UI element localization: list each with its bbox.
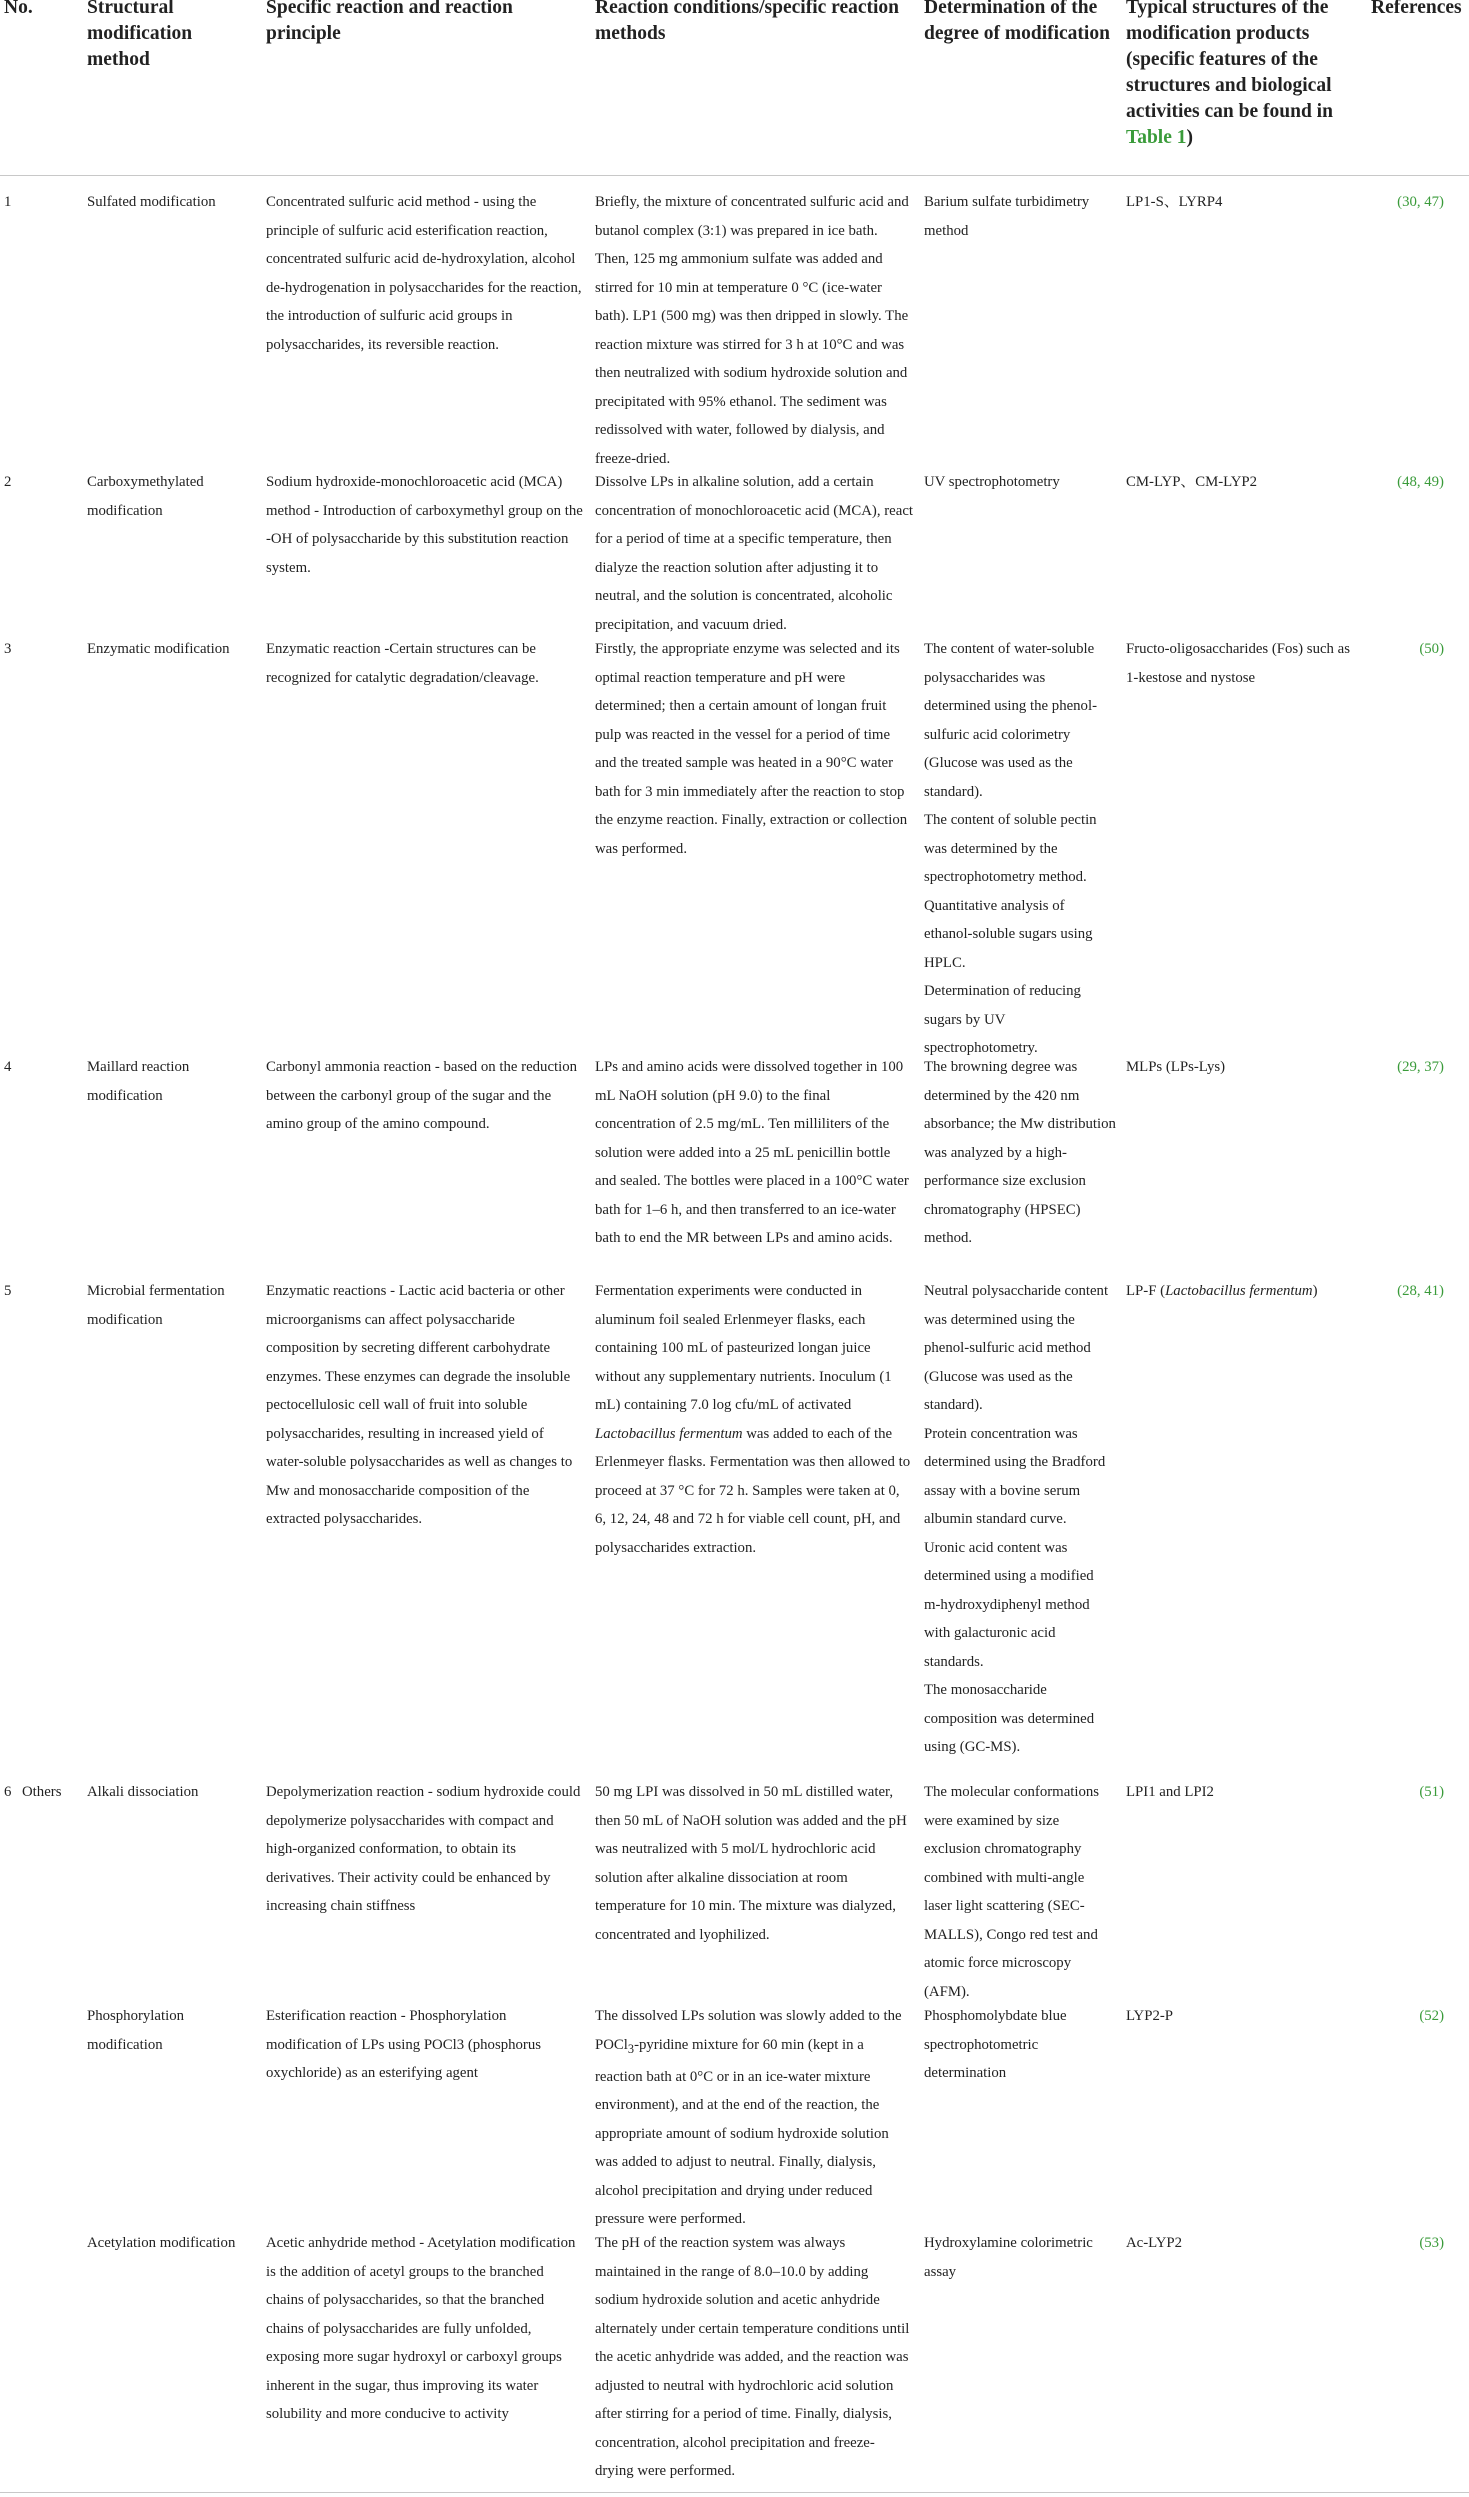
- row-2-structures: CM-LYP、CM-LYP2: [1126, 474, 1258, 490]
- row-5-no: 5: [4, 1283, 12, 1299]
- row-3-determination-line: Quantitative analysis of ethanol-soluble sugars using HPLC.: [924, 897, 1093, 971]
- row-2-method: Carboxymethylated modification: [87, 474, 204, 519]
- row-5-structures-text: LP-F (: [1126, 1283, 1166, 1299]
- row-1-structures: LP1-S、LYRP4: [1126, 194, 1223, 210]
- row-6-structures: LPI1 and LPI2: [1126, 1784, 1214, 1800]
- row-8-method: Acetylation modification: [87, 2235, 236, 2251]
- row-4-determination: [924, 1053, 1119, 1253]
- row-4-refs[interactable]: (29, 37): [1397, 1059, 1444, 1075]
- row-3-determination-line: The content of soluble pectin was determined by the spectrophotometry method.: [924, 812, 1097, 885]
- row-3-determination: [924, 635, 1114, 1063]
- row-5-determination-line: Neutral polysaccharide content was determined using the phenol-sulfuric acid method (Glucose was used as the standard).: [924, 1283, 1109, 1413]
- row-6-refs[interactable]: (51): [1419, 1784, 1444, 1800]
- row-1-no: 1: [4, 194, 12, 210]
- table-1-link[interactable]: Table 1: [1126, 127, 1187, 148]
- row-7-structures: LYP2-P: [1126, 2008, 1174, 2024]
- row-6-group: Others: [22, 1784, 62, 1800]
- row-7-principle: Esterification reaction - Phosphorylation modification of LPs using POCl3 (phosphorus oxychloride) as an esterifying agent: [266, 2008, 541, 2081]
- row-1-principle: Concentrated sulfuric acid method - using the principle of sulfuric acid esterification reaction, concentrated sulfuric acid de-hydroxylation, alcohol de-hydrogenation in polysaccharides for the reaction, the introduction of sulfuric acid groups in polysaccharides, its reversible reaction.: [266, 194, 582, 353]
- row-4-determination-line: The browning degree was determined by the 420 nm absorbance; the Mw distribution was analyzed by a high-performance size exclusion chromatography (HPSEC) method.: [924, 1059, 1116, 1246]
- row-5-determination-line: Protein concentration was determined using the Bradford assay with a bovine serum albumin standard curve.: [924, 1425, 1106, 1527]
- footer-rule: [0, 2492, 1469, 2493]
- header-conditions: Reaction conditions/specific reaction methods: [595, 0, 900, 44]
- row-2-refs[interactable]: (48, 49): [1397, 474, 1444, 490]
- row-5-conditions-text: Fermentation experiments were conducted in aluminum foil sealed Erlenmeyer flasks, each containing 100 mL of pasteurized longan juice without any supplementary nutrients. Inoculum (1 mL) containing 7.0 log cfu/mL of activated: [595, 1283, 892, 1413]
- header-method: Structural modification method: [87, 0, 193, 70]
- row-5-method: Microbial fermentation modification: [87, 1283, 225, 1328]
- row-6-no: 6: [4, 1784, 12, 1800]
- row-5-conditions: [595, 1277, 913, 1562]
- row-7-conditions-subscript: 3: [627, 2041, 635, 2056]
- row-8-refs[interactable]: (53): [1419, 2235, 1444, 2251]
- row-3-determination-line: The content of water-soluble polysaccharides was determined using the phenol-sulfuric acid colorimetry (Glucose was used as the standard).: [924, 641, 1097, 800]
- row-3-method: Enzymatic modification: [87, 641, 230, 657]
- row-5-principle: Enzymatic reactions - Lactic acid bacteria or other microorganisms can affect polysaccharide composition by secreting different carbohydrate enzymes. These enzymes can degrade the insoluble pectocellulosic cell wall of fruit into soluble polysaccharides, resulting in increased yield of water-soluble polysaccharides as well as changes to Mw and monosaccharide composition of the extracted polysaccharides.: [266, 1283, 573, 1527]
- header-references: References: [1371, 0, 1462, 18]
- row-6-method: Alkali dissociation: [87, 1784, 199, 1800]
- row-2-determination-line: UV spectrophotometry: [924, 474, 1060, 490]
- row-6-determination-line: The molecular conformations were examined by size exclusion chromatography combined with multi-angle laser light scattering (SEC-MALLS), Congo red test and atomic force microscopy (AFM).: [924, 1784, 1100, 2000]
- row-1-conditions: Briefly, the mixture of concentrated sulfuric acid and butanol complex (3:1) was prepared in ice bath. Then, 125 mg ammonium sulfate was added and stirred for 10 min at temperature 0 °C (ice-water bath). LP1 (500 mg) was then dripped in slowly. The reaction mixture was stirred for 3 h at 10°C and was then neutralized with sodium hydroxide solution and precipitated with 95% ethanol. The sediment was redissolved with water, followed by dialysis, and freeze-dried.: [595, 194, 909, 467]
- row-3-refs[interactable]: (50): [1419, 641, 1444, 657]
- row-5-determination-line: The monosaccharide composition was determined using (GC-MS).: [924, 1682, 1095, 1755]
- header-structures-text: Typical structures of the modification products (specific features of the structures and biological activities can be found in: [1126, 0, 1333, 122]
- row-8-determination-line: Hydroxylamine colorimetric assay: [924, 2235, 1093, 2280]
- header-determination: Determination of the degree of modification: [924, 0, 1110, 44]
- row-7-conditions-text: The dissolved LPs solution was slowly added to the POCl: [595, 2008, 902, 2053]
- header-principle: Specific reaction and reaction principle: [266, 0, 513, 44]
- row-6-determination: [924, 1778, 1114, 2006]
- row-7-conditions: [595, 2002, 913, 2234]
- row-7-determination: [924, 2002, 1114, 2088]
- row-7-refs[interactable]: (52): [1419, 2008, 1444, 2024]
- row-7-determination-line: Phosphomolybdate blue spectrophotometric determination: [924, 2008, 1067, 2081]
- row-5-refs[interactable]: (28, 41): [1397, 1283, 1444, 1299]
- row-8-conditions: The pH of the reaction system was always maintained in the range of 8.0–10.0 by adding sodium hydroxide solution and acetic anhydride alternately under certain temperature conditions until the acetic anhydride was added, and the reaction was adjusted to neutral with hydrochloric acid solution after stirring for a period of time. Finally, dialysis, concentration, alcohol precipitation and freeze-drying were performed.: [595, 2235, 910, 2479]
- row-3-no: 3: [4, 641, 12, 657]
- row-5-conditions-species: Lactobacillus fermentum: [595, 1425, 743, 1442]
- row-4-no: 4: [4, 1059, 12, 1075]
- row-8-principle: Acetic anhydride method - Acetylation modification is the addition of acetyl groups to the branched chains of polysaccharides, so that the branched chains of polysaccharides are fully unfolded, exposing more sugar hydroxyl or carboxyl groups inherent in the sugar, thus improving its water solubility and more conducive to activity: [266, 2235, 576, 2422]
- row-4-conditions: LPs and amino acids were dissolved together in 100 mL NaOH solution (pH 9.0) to the final concentration of 2.5 mg/mL. Ten milliliters of the solution were added into a 25 mL penicillin bottle and sealed. The bottles were placed in a 100°C water bath for 1–6 h, and then transferred to an ice-water bath to end the MR between LPs and amino acids.: [595, 1059, 909, 1246]
- row-1-determination-line: Barium sulfate turbidimetry method: [924, 194, 1090, 239]
- row-4-structures: MLPs (LPs-Lys): [1126, 1059, 1226, 1075]
- row-6-principle: Depolymerization reaction - sodium hydroxide could depolymerize polysaccharides with compact and high-organized conformation, to obtain its derivatives. Their activity could be enhanced by increasing chain stiffness: [266, 1784, 581, 1914]
- row-1-method: Sulfated modification: [87, 194, 216, 210]
- row-5-structures: [1126, 1277, 1366, 1306]
- header-structures-suffix: ): [1186, 127, 1194, 148]
- row-8-determination: [924, 2229, 1114, 2286]
- row-2-determination: [924, 468, 1114, 497]
- row-2-conditions: Dissolve LPs in alkaline solution, add a certain concentration of monochloroacetic acid (MCA), react for a period of time at a specific temperature, then dialyze the reaction solution after adjusting it to neutral, and the solution is concentrated, alcoholic precipitation, and vacuum dried.: [595, 474, 913, 633]
- header-no: No.: [4, 0, 33, 18]
- row-5-structures-species: Lactobacillus fermentum: [1165, 1283, 1313, 1299]
- row-2-principle: Sodium hydroxide-monochloroacetic acid (MCA) method - Introduction of carboxymethyl group on the -OH of polysaccharide by this substitution reaction system.: [266, 474, 583, 576]
- row-5-conditions-text-2: was added to each of the Erlenmeyer flasks. Fermentation was then allowed to proceed at 37 °C for 72 h. Samples were taken at 0, 6, 12, 24, 48 and 72 h for viable cell count, pH, and polysaccharides extraction.: [595, 1425, 911, 1556]
- row-3-conditions: Firstly, the appropriate enzyme was selected and its optimal reaction temperature and pH were determined; then a certain amount of longan fruit pulp was reacted in the vessel for a period of time and the treated sample was heated in a 90°C water bath for 3 min immediately after the reaction to stop the enzyme reaction. Finally, extraction or collection was performed.: [595, 641, 908, 857]
- row-3-structures: Fructo-oligosaccharides (Fos) such as 1-kestose and nystose: [1126, 641, 1350, 686]
- row-4-method: Maillard reaction modification: [87, 1059, 190, 1104]
- row-2-no: 2: [4, 474, 12, 490]
- row-5-structures-close: ): [1312, 1283, 1318, 1299]
- row-3-determination-line: Determination of reducing sugars by UV spectrophotometry.: [924, 983, 1081, 1056]
- header-rule: [0, 175, 1469, 176]
- row-6-conditions: 50 mg LPI was dissolved in 50 mL distilled water, then 50 mL of NaOH solution was added and the pH was neutralized with 5 mol/L hydrochloric acid solution after alkaline dissociation at room temperature for 10 min. The mixture was dialyzed, concentrated and lyophilized.: [595, 1784, 907, 1943]
- row-8-structures: Ac-LYP2: [1126, 2235, 1183, 2251]
- header-structures: [1126, 0, 1358, 151]
- row-7-method: Phosphorylation modification: [87, 2008, 185, 2053]
- row-1-refs[interactable]: (30, 47): [1397, 194, 1444, 210]
- row-1-determination: [924, 188, 1114, 245]
- row-3-principle: Enzymatic reaction -Certain structures can be recognized for catalytic degradation/cleavage.: [266, 641, 539, 686]
- row-4-principle: Carbonyl ammonia reaction - based on the reduction between the carbonyl group of the sugar and the amino group of the amino compound.: [266, 1059, 578, 1132]
- row-7-conditions-text-2: -pyridine mixture for 60 min (kept in a reaction bath at 0°C or in an ice-water mixture environment), and at the end of the reaction, the appropriate amount of sodium hydroxide solution was added to adjust to neutral. Finally, dialysis, alcohol precipitation and drying under reduced pressure were performed.: [595, 2036, 889, 2228]
- row-5-determination: [924, 1277, 1109, 1762]
- row-5-determination-line: Uronic acid content was determined using a modified m-hydroxydiphenyl method with galacturonic acid standards.: [924, 1539, 1094, 1670]
